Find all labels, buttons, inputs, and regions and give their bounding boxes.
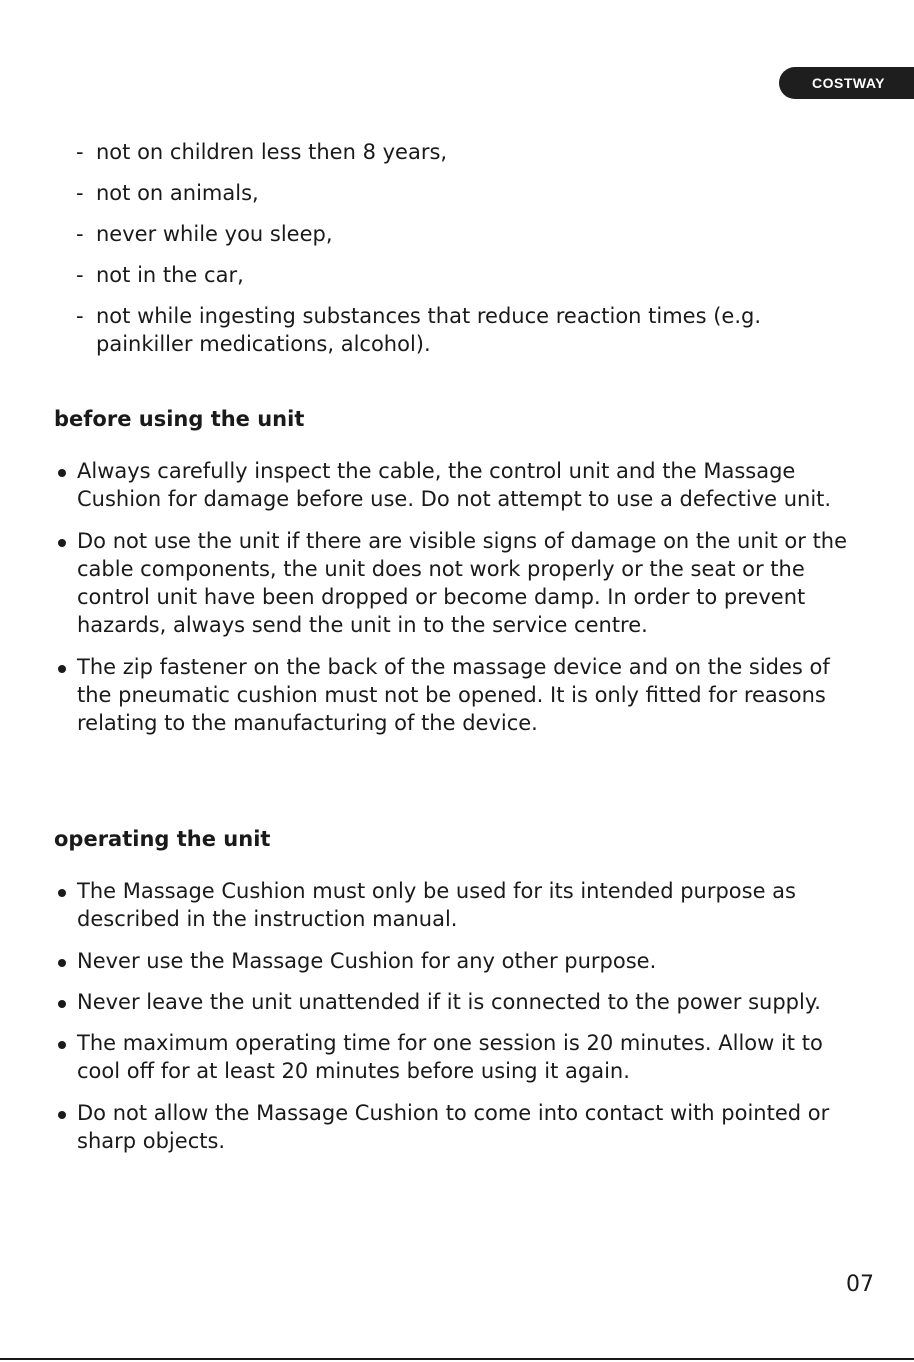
bullet-icon: [58, 889, 66, 897]
list-item: [56, 988, 856, 1016]
dash-marker: -: [76, 304, 84, 328]
operating-list: [56, 877, 856, 1168]
list-item: [56, 527, 856, 640]
dash-marker: -: [76, 263, 84, 287]
list-item-text: not on animals,: [96, 181, 259, 205]
dash-marker: -: [76, 140, 84, 164]
list-item: [56, 1099, 856, 1156]
list-item: [56, 947, 856, 975]
list-item: [56, 1029, 856, 1086]
list-item-text: not on children less then 8 years,: [96, 140, 448, 164]
section-heading-before-use: before using the unit: [54, 407, 305, 431]
list-item: [76, 220, 856, 248]
bullet-icon: [58, 1111, 66, 1119]
list-item-text: never while you sleep,: [96, 222, 333, 246]
list-item-text: Never leave the unit unattended if it is connected to the power supply.: [77, 989, 821, 1014]
before-use-list: [56, 457, 856, 751]
list-item: [56, 877, 856, 934]
list-item-text: not while ingesting substances that reduce reaction times (e.g. painkiller medications, alcohol).: [96, 304, 762, 356]
list-item-text: not in the car,: [96, 263, 244, 287]
list-item-text: Do not allow the Massage Cushion to come into contact with pointed or sharp objects.: [77, 1100, 830, 1154]
list-item: [76, 138, 856, 166]
list-item: [56, 653, 856, 738]
bottom-divider: [0, 1358, 914, 1360]
list-item: [56, 457, 856, 514]
dash-marker: -: [76, 181, 84, 205]
bullet-icon: [58, 1000, 66, 1008]
list-item-text: Never use the Massage Cushion for any other purpose.: [77, 948, 657, 973]
bullet-icon: [58, 665, 66, 673]
list-item-text: Do not use the unit if there are visible signs of damage on the unit or the cable components, the unit does not work properly or the seat or the control unit have been dropped or become damp. In order to prevent hazards, always send the unit in to the service centre.: [77, 528, 848, 638]
dash-marker: -: [76, 222, 84, 246]
page-number: 07: [846, 1272, 874, 1297]
list-item-text: The zip fastener on the back of the massage device and on the sides of the pneumatic cushion must not be opened. It is only fitted for reasons relating to the manufacturing of the device.: [77, 654, 830, 736]
bullet-icon: [58, 959, 66, 967]
list-item: [76, 302, 856, 358]
list-item-text: Always carefully inspect the cable, the control unit and the Massage Cushion for damage before use. Do not attempt to use a defective unit.: [77, 459, 832, 512]
brand-logo-badge: COSTWAY: [779, 67, 914, 99]
bullet-icon: [58, 539, 66, 547]
list-item-text: The Massage Cushion must only be used for its intended purpose as described in the instruction manual.: [77, 879, 796, 932]
list-item: [76, 261, 856, 289]
list-item: [76, 179, 856, 207]
bullet-icon: [58, 469, 66, 477]
list-item-text: The maximum operating time for one session is 20 minutes. Allow it to cool off for at least 20 minutes before using it again.: [77, 1031, 823, 1084]
section-heading-operating: operating the unit: [54, 827, 271, 851]
restrictions-list: [76, 138, 856, 371]
bullet-icon: [58, 1041, 66, 1049]
